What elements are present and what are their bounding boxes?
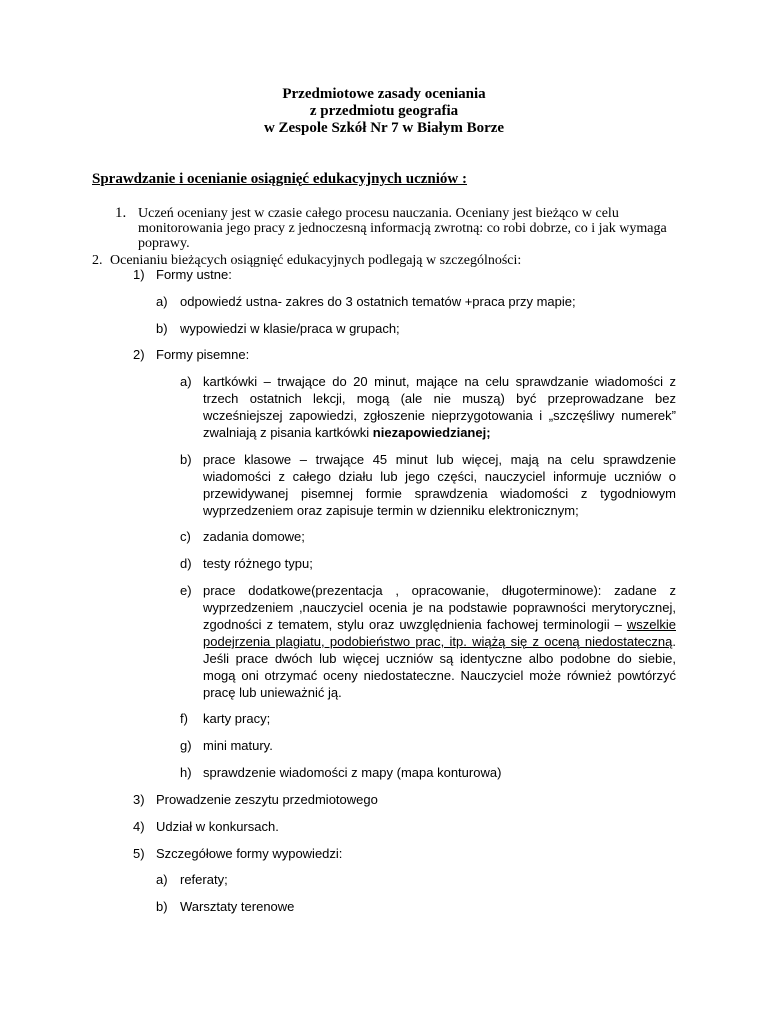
form-2-item-e-marker: e) xyxy=(180,583,192,598)
form-2-item-a-bold: niezapowiedzianej; xyxy=(372,425,491,440)
document-title-line-1: Przedmiotowe zasady oceniania xyxy=(282,86,486,102)
form-2-item-e-underlined: wszelkie podejrzenia plagiatu, podobieństwo prac, itp. wiążą się z oceną niedostateczną xyxy=(203,617,676,649)
form-1-label: Formy ustne: xyxy=(156,267,232,282)
form-1-item-a-text: odpowiedź ustna- zakres do 3 ostatnich tematów +praca przy mapie; xyxy=(180,294,576,309)
form-2-item-g-marker: g) xyxy=(180,738,192,753)
form-2-item-e-text: prace dodatkowe(prezentacja , opracowanie, długoterminowe): zadane z wyprzedzeniem ,nauczyciel ocenia je na podstawie poprawności merytorycznej, zgodności z tematem, stylu oraz uwzględnienia fachowej terminologii – xyxy=(203,583,676,632)
form-2-item-f-text: karty pracy; xyxy=(203,711,271,726)
form-2-item-a-marker: a) xyxy=(180,374,192,389)
form-2-item-h-marker: h) xyxy=(180,765,192,780)
form-1-item-a-marker: a) xyxy=(156,294,168,309)
form-2-item-h-text: sprawdzenie wiadomości z mapy (mapa konturowa) xyxy=(203,765,502,780)
section-heading: Sprawdzanie i ocenianie osiągnięć edukacyjnych uczniów : xyxy=(92,171,468,187)
form-2-item-d-text: testy różnego typu; xyxy=(203,556,313,571)
form-5-label: Szczegółowe formy wypowiedzi: xyxy=(156,846,343,861)
form-5-item-b-text: Warsztaty terenowe xyxy=(180,899,295,914)
form-1-marker: 1) xyxy=(133,267,145,282)
form-2-item-b-marker: b) xyxy=(180,452,192,467)
form-2-item-b-text: prace klasowe – trwające 45 minut lub więcej, mają na celu sprawdzenie wiadomości z całego działu lub jego części, nauczyciel informuje uczniów o przewidywanej pisemnej formie sprawdzenia wiadomości z tygodniowym wyprzedzeniem oraz zapisuje termin w dzienniku elektronicznym; xyxy=(203,452,676,518)
document-title-line-2: z przedmiotu geografia xyxy=(309,103,459,119)
form-2-item-f-marker: f) xyxy=(180,711,188,726)
point-1-text: Uczeń oceniany jest w czasie całego procesu nauczania. Oceniany jest bieżąco w celu monitorowania jego pracy z jednoczesną informacją zwrotną: co robi dobrze, co i jak wymaga poprawy. xyxy=(138,206,667,251)
form-2-label: Formy pisemne: xyxy=(156,347,250,362)
form-5-item-a-marker: a) xyxy=(156,872,168,887)
form-2-item-c-text: zadania domowe; xyxy=(203,529,305,544)
form-2-item-g-text: mini matury. xyxy=(203,738,273,753)
form-2-item-a xyxy=(203,373,676,441)
form-4-marker: 4) xyxy=(133,819,145,834)
form-2-item-d-marker: d) xyxy=(180,556,192,571)
point-2-text: Ocenianiu bieżących osiągnięć edukacyjnych podlegają w szczególności: xyxy=(110,253,522,268)
form-2-item-e-rest: . Jeśli prace dwóch lub więcej uczniów są identyczne albo podobne do siebie, mogą oni otrzymać oceny niedostateczne. Nauczyciel może również powtórzyć pracę lub unieważnić ją. xyxy=(203,634,676,700)
point-2-marker: 2. xyxy=(92,253,103,268)
form-5-item-a-text: referaty; xyxy=(180,872,228,887)
form-1-item-b-text: wypowiedzi w klasie/praca w grupach; xyxy=(180,321,400,336)
form-5-marker: 5) xyxy=(133,846,145,861)
form-5-item-b-marker: b) xyxy=(156,899,168,914)
form-1-item-b-marker: b) xyxy=(156,321,168,336)
form-3-label: Prowadzenie zeszytu przedmiotowego xyxy=(156,792,378,807)
form-2-item-e xyxy=(203,582,676,701)
form-2-item-c-marker: c) xyxy=(180,529,191,544)
form-4-label: Udział w konkursach. xyxy=(156,819,279,834)
form-3-marker: 3) xyxy=(133,792,145,807)
point-1-marker: 1. xyxy=(115,205,127,221)
form-2-item-a-text: kartkówki – trwające do 20 minut, mające na celu sprawdzanie wiadomości z trzech ostatnich lekcji, mogą (ale nie muszą) być przeprowadzane bez wcześniejszej zapowiedzi, zgłoszenie nieprzygotowania i „szczęśliwy numerek” zwalniają z pisania kartkówki xyxy=(203,374,676,440)
form-2-marker: 2) xyxy=(133,347,145,362)
document-title-line-3: w Zespole Szkół Nr 7 w Białym Borze xyxy=(263,120,505,136)
